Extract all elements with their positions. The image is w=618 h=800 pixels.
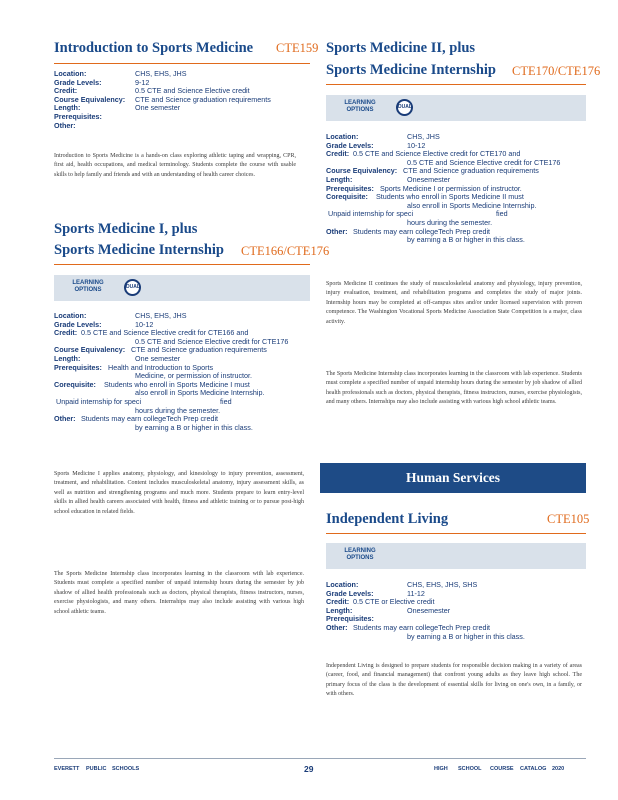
- learning-options-label: LEARNING OPTIONS: [72, 280, 104, 293]
- location-value: CHS, JHS: [407, 132, 440, 141]
- course-info: [54, 70, 310, 130]
- course-code: CTE105: [547, 512, 590, 526]
- other-label: Other:: [326, 226, 348, 236]
- dual-credit-icon: DUAL: [124, 279, 141, 296]
- other-label: Other:: [326, 622, 348, 632]
- unpaid-internship-line2: hours during the semester.: [407, 217, 493, 227]
- course-description: Introduction to Sports Medicine is a hands-on class exploring athletic taping and wrapping, CPR, first aid, health occupations, and medical terminology. Students complete the course with usable skills to help family and friends and with an understanding of health career choices.: [54, 153, 296, 178]
- course-title: Independent Living: [326, 511, 449, 527]
- unpaid-internship-text-end: fied: [496, 209, 508, 219]
- title-rule: [54, 264, 310, 265]
- other-value-line1: Students may earn collegeTech Prep credit: [353, 622, 491, 632]
- prerequisites-value-line1: Health and Introduction to Sports: [108, 362, 214, 372]
- credit-label: Credit:: [326, 149, 350, 159]
- length-value: One semester: [135, 353, 181, 363]
- course-info: [326, 581, 586, 641]
- location-value: CHS, EHS, JHS: [135, 311, 187, 320]
- learning-options-box: [54, 275, 310, 301]
- grade-levels-label: Grade Levels:: [326, 140, 374, 150]
- location-label: Location:: [326, 580, 359, 589]
- location-value: CHS, EHS, JHS: [135, 69, 187, 78]
- prerequisites-label: Prerequisites:: [54, 111, 102, 121]
- other-value-line1: Students may earn collegeTech Prep credit: [353, 226, 491, 236]
- course-info: [54, 312, 310, 432]
- footer-right-2: SCHOOL: [458, 766, 482, 772]
- section-banner-human-services: Human Services: [320, 463, 586, 493]
- footer-right-1: HIGH: [434, 766, 448, 772]
- footer-right-5: 2020: [552, 766, 565, 772]
- footer-right-4: CATALOG: [520, 766, 547, 772]
- length-label: Length:: [54, 353, 81, 363]
- credit-value-line1: 0.5 CTE and Science Elective credit for CTE170 and: [353, 149, 521, 159]
- unpaid-internship-text: Unpaid internship for speci: [56, 396, 142, 406]
- learning-options-label: LEARNING OPTIONS: [344, 100, 376, 113]
- course-equivalency-label: Course Equivalency:: [54, 94, 126, 104]
- course-equivalency-value: CTE and Science graduation requirements: [131, 345, 267, 355]
- footer-right-3: COURSE: [490, 766, 514, 772]
- length-label: Length:: [326, 605, 353, 615]
- course-code: CTE166/CTE176: [241, 244, 330, 258]
- grade-levels-label: Grade Levels:: [54, 319, 102, 329]
- course-description: Sports Medicine II continues the study of musculoskeletal anatomy and physiology, injury prevention, injury evaluation, treatment, and rehabilitation programs and completes the study of major joints. Internship hours may be completed at off-campus sites and/or under licensed supervision with proven competence. The Washington Vocational Sports Medicine Association State Competition is a major, class activity.: [326, 281, 582, 325]
- internship-description: The Sports Medicine Internship class incorporates learning in the classroom with lab experience. Students must complete a specified number of unpaid internship hours during the semester by job shadow of allied health professionals such as doctors, physical therapists, fitness instructors, nurses, exercise physiologists, and many others. Internships may also include assisting with various high school athletic teams.: [54, 571, 304, 615]
- length-value: Onesemester: [407, 605, 451, 615]
- credit-value-line1: 0.5 CTE and Science Elective credit for CTE166 and: [81, 328, 249, 338]
- course-title: Introduction to Sports Medicine: [54, 40, 254, 56]
- credit-value: 0.5 CTE or Elective credit: [353, 597, 435, 607]
- course-description: Independent Living is designed to prepare students for responsible decision making in a variety of areas (career, food, and financial management) that confront young adults as they leave high school. The primary focus of the class is the development of essential skills for living on one's own, in a family, or with others.: [326, 663, 582, 698]
- footer-left-2: PUBLIC: [86, 766, 107, 772]
- course-code: CTE170/CTE176: [512, 64, 601, 78]
- other-label: Other:: [54, 414, 76, 424]
- learning-options-box: [326, 543, 586, 569]
- corequisite-label: Corequisite:: [326, 192, 368, 202]
- credit-value: 0.5 CTE and Science Elective credit: [135, 86, 250, 96]
- location-label: Location:: [54, 311, 87, 320]
- internship-description: The Sports Medicine Internship class incorporates learning in the classroom with lab experience. Students must complete a specified number of unpaid internship hours during the semester by job shadow of allied health professionals such as doctors, physical therapists, fitness instructors, nurses, exercise physiologists, and many others. Internships may also include assisting with various high school athletic teams.: [326, 371, 582, 406]
- course-equivalency-value: CTE and Science graduation requirements: [135, 94, 271, 104]
- credit-value-line2: 0.5 CTE and Science Elective credit for CTE176: [135, 336, 289, 346]
- unpaid-internship-text: Unpaid internship for speci: [328, 209, 414, 219]
- learning-options-box: [326, 95, 586, 121]
- learning-options-label: LEARNING OPTIONS: [344, 548, 376, 561]
- title-rule: [326, 533, 586, 534]
- corequisite-label: Corequisite:: [54, 379, 96, 389]
- other-value-line2: by earning a B or higher in this class.: [407, 235, 525, 245]
- other-value-line1: Students may earn collegeTech Prep credit: [81, 414, 219, 424]
- corequisite-value-line2: also enroll in Sports Medicine Internship.: [407, 200, 537, 210]
- location-label: Location:: [54, 69, 87, 78]
- prerequisites-value: Sports Medicine I or permission of instructor.: [380, 183, 522, 193]
- prerequisites-label: Prerequisites:: [54, 362, 102, 372]
- course-info: [326, 133, 586, 245]
- footer-left-1: EVERETT: [54, 766, 80, 772]
- credit-value-line2: 0.5 CTE and Science Elective credit for CTE176: [407, 157, 561, 167]
- length-label: Length:: [54, 103, 81, 113]
- credit-label: Credit:: [54, 86, 78, 96]
- credit-label: Credit:: [54, 328, 78, 338]
- prerequisites-label: Prerequisites:: [326, 183, 374, 193]
- grade-levels-value: 9-12: [135, 77, 150, 87]
- other-value-line2: by earning a B or higher in this class.: [407, 631, 525, 641]
- prerequisites-label: Prerequisites:: [326, 614, 374, 624]
- location-label: Location:: [326, 132, 359, 141]
- course-title-line1: Sports Medicine I, plus: [54, 221, 198, 237]
- course-equivalency-value: CTE and Science graduation requirements: [403, 166, 539, 176]
- dual-credit-icon: DUAL: [396, 99, 413, 116]
- grade-levels-value: 11-12: [407, 588, 425, 598]
- other-label: Other:: [54, 120, 76, 130]
- length-value: One semester: [135, 103, 181, 113]
- title-rule: [54, 63, 310, 64]
- course-title-line1: Sports Medicine II, plus: [326, 40, 476, 56]
- corequisite-value-line2: also enroll in Sports Medicine Internship.: [135, 388, 265, 398]
- grade-levels-value: 10-12: [407, 140, 426, 150]
- length-value: Onesemester: [407, 174, 451, 184]
- footer-rule: [54, 758, 586, 759]
- course-equivalency-label: Course Equivalency:: [326, 166, 398, 176]
- corequisite-value-line1: Students who enroll in Sports Medicine II must: [376, 192, 524, 202]
- title-rule: [326, 84, 586, 85]
- length-label: Length:: [326, 174, 353, 184]
- grade-levels-label: Grade Levels:: [54, 77, 102, 87]
- other-value-line2: by earning a B or higher in this class.: [135, 422, 253, 432]
- course-title-line2: Sports Medicine Internship: [54, 242, 224, 258]
- unpaid-internship-line2: hours during the semester.: [135, 405, 221, 415]
- credit-label: Credit:: [326, 597, 350, 607]
- unpaid-internship-text-end: fied: [220, 396, 232, 406]
- footer-left-3: SCHOOLS: [112, 766, 140, 772]
- grade-levels-label: Grade Levels:: [326, 588, 374, 598]
- page-number: 29: [304, 764, 314, 774]
- prerequisites-value-line2: Medicine, or permission of instructor.: [135, 371, 253, 381]
- course-title-line2: Sports Medicine Internship: [326, 62, 496, 78]
- grade-levels-value: 10-12: [135, 319, 154, 329]
- course-code: CTE159: [276, 41, 319, 55]
- course-description: Sports Medicine I applies anatomy, physiology, and kinesiology to injury prevention, assessment, treatment, and rehabilitation. Content includes musculoskeletal anatomy, injury assessment skills, as well as nutrition and strengthening programs and much more. Students prepare to learn entry-level skills in allied health careers associated with health, fitness and athletic training or to pursue post-high school education in related fields.: [54, 471, 304, 515]
- corequisite-value-line1: Students who enroll in Sports Medicine I must: [104, 379, 250, 389]
- course-equivalency-label: Course Equivalency:: [54, 345, 126, 355]
- location-value: CHS, EHS, JHS, SHS: [407, 580, 478, 589]
